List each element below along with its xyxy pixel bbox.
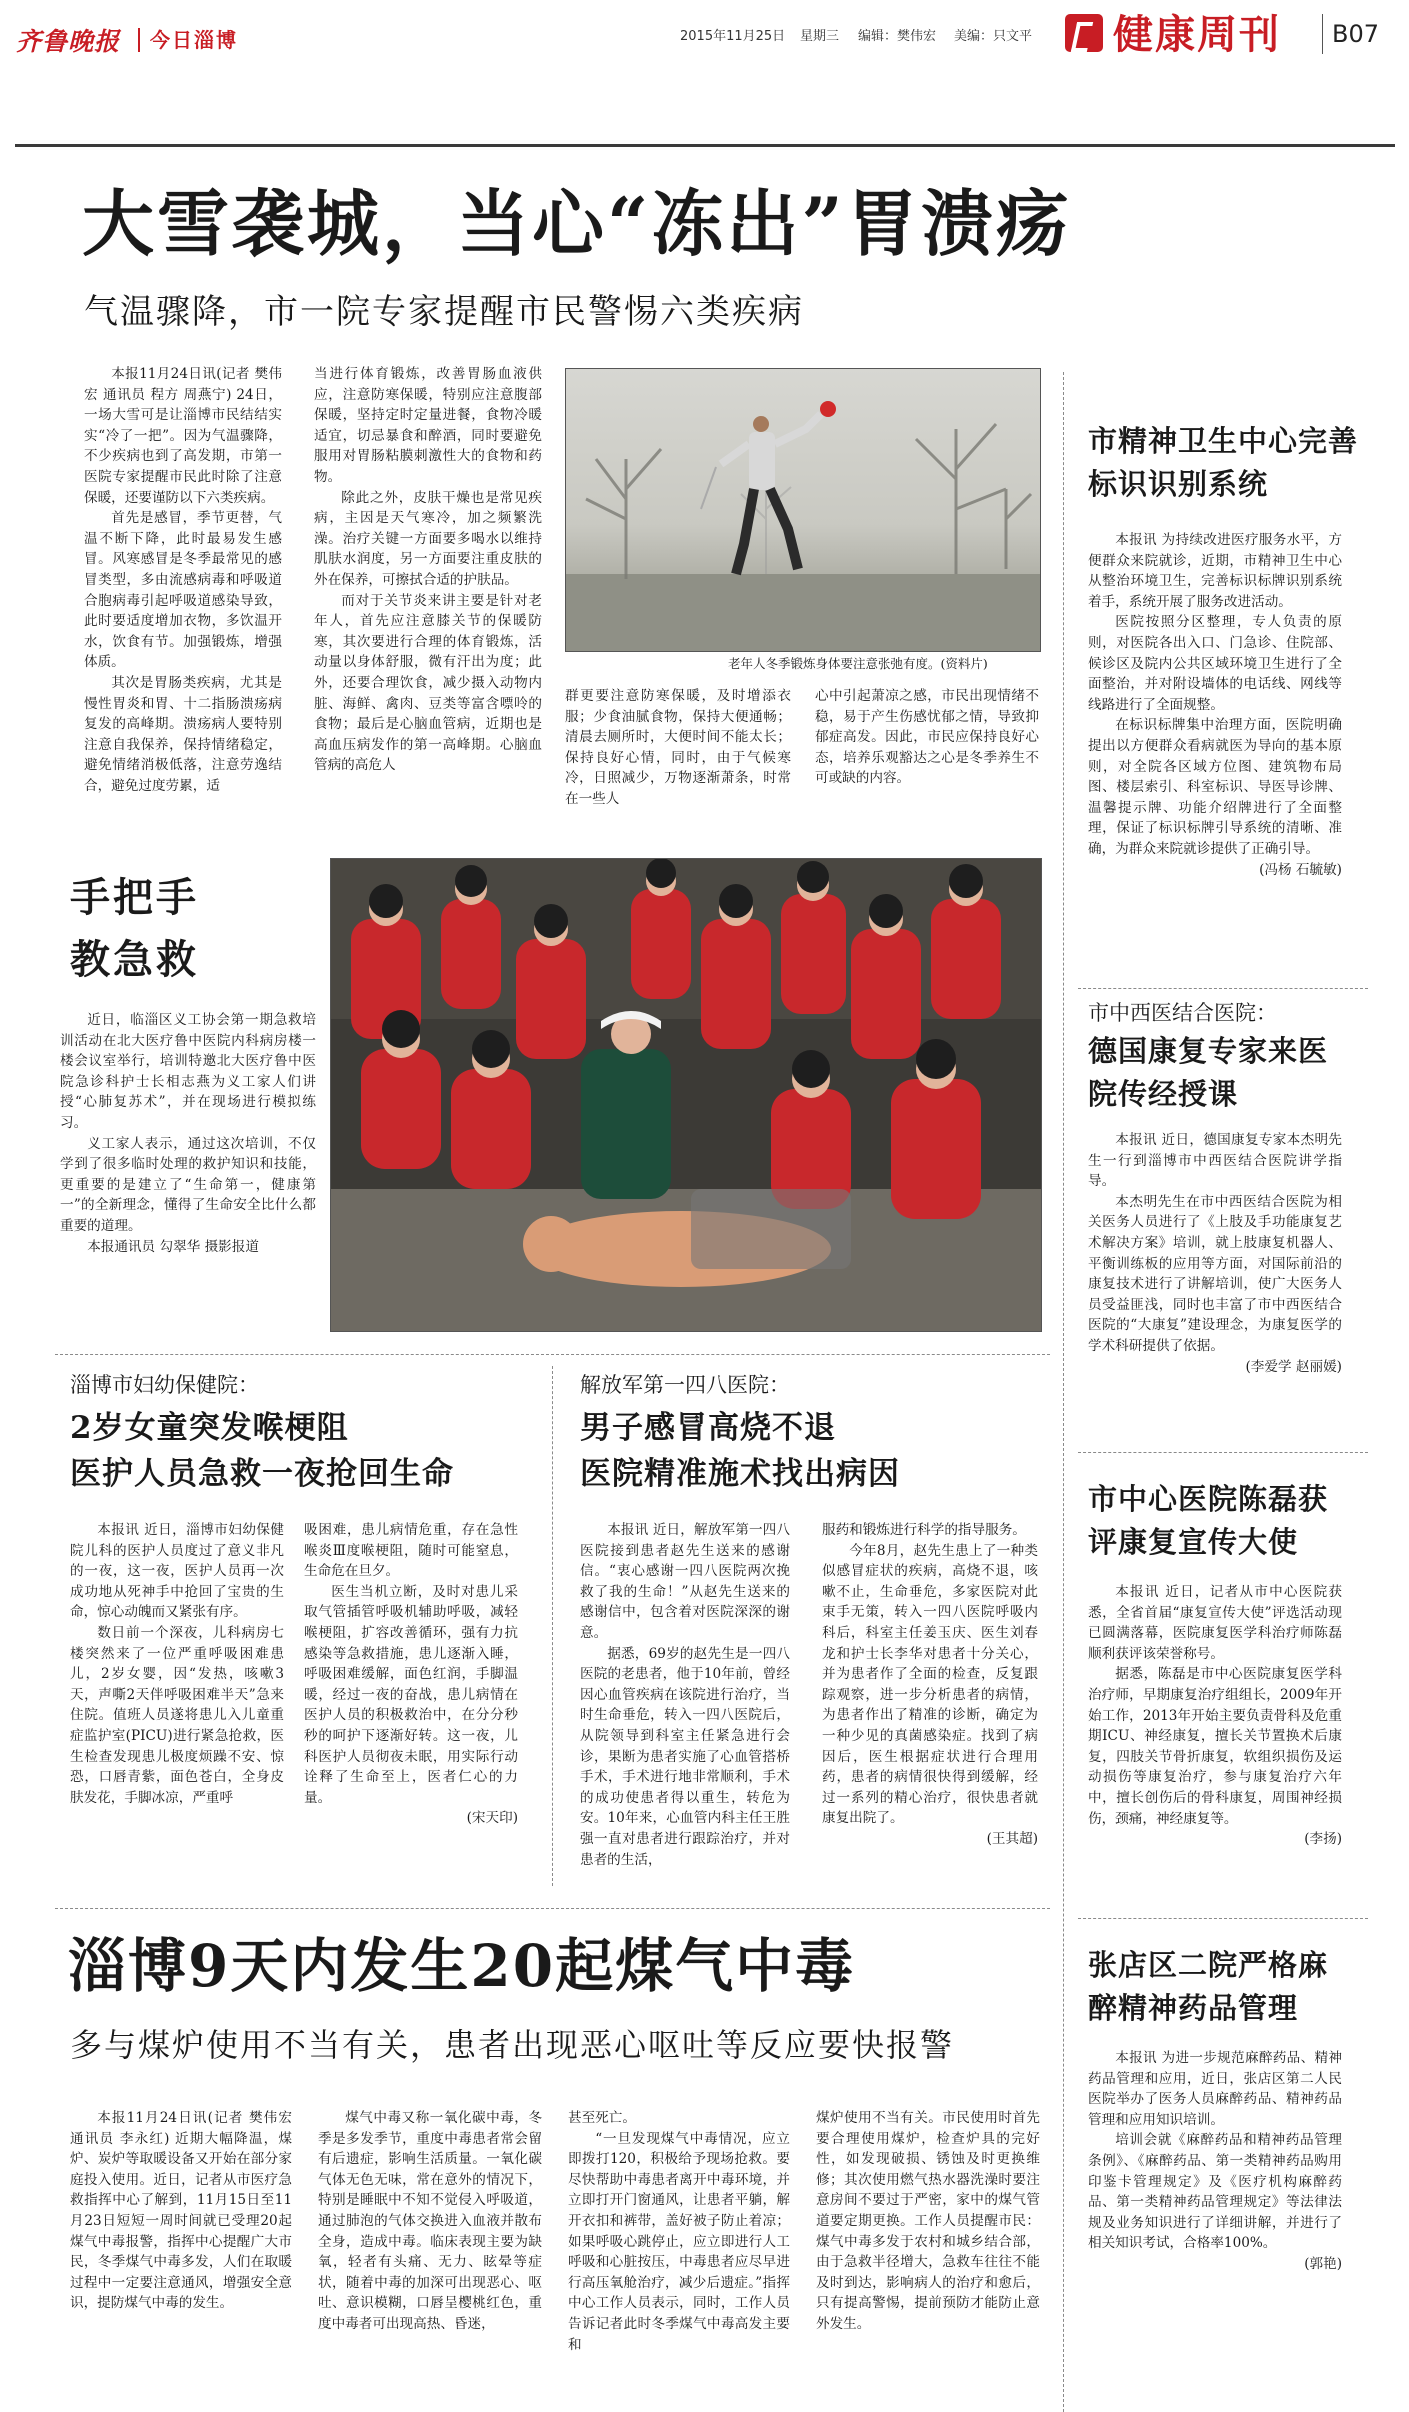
h148-title-line2: 医院精准施术找出病因 — [580, 1456, 900, 1492]
sidebar2-title: 德国康复专家来医院传经授课 — [1088, 1034, 1329, 1111]
gas-paragraph: 本报11月24日讯(记者 樊伟宏 通讯员 李永红) 近期大幅降温，煤炉、炭炉等取暖设备又开始在部分家庭投入使用。近日，记者从市医疗急救指挥中心了解到，11月15日至11月23日短短一周时间就已受理20起煤气中毒报警，指挥中心提醒广大市民，冬季煤气中毒多发，人们在取暖过程中一定要注意通风，增强安全意识，提防煤气中毒的发生。 — [70, 2110, 292, 2312]
sidebar-separator — [1078, 1918, 1368, 1919]
sidebar1-credit: (冯杨 石毓敏) — [1259, 861, 1342, 878]
gas-subheadline: 多与煤炉使用不当有关，患者出现恶心呕吐等反应要快报警 — [70, 2026, 955, 2064]
lead-column-1 — [84, 364, 282, 796]
fuyou-kicker: 淄博市妇幼保健院： — [70, 1373, 259, 1397]
firstaid-title-line2: 教急救 — [70, 936, 199, 983]
gas-paragraph: 甚至死亡。 — [568, 2110, 636, 2126]
sidebar3-body — [1088, 1582, 1342, 1850]
firstaid-paragraph: 义工家人表示，通过这次培训，不仅学到了很多临时处理的救护知识和技能，更重要的是建立了“生命第一，健康第一”的全新理念，懂得了生命安全比什么都重要的道理。 — [60, 1135, 316, 1234]
h148-paragraph: 服药和锻炼进行科学的指导服务。 — [822, 1522, 1026, 1538]
sidebar4-paragraph: 培训会就《麻醉药品和精神药品管理条例》、《麻醉药品、第一类精神药品购用印鉴卡管理规定》及《医疗机构麻醉药品、第一类精神药品管理规定》等法律法规及业务知识进行了详细讲解，并进行了相关知识考试，合格率100%。 — [1088, 2132, 1342, 2252]
sidebar4-title: 张店区二院严格麻醉精神药品管理 — [1088, 1948, 1329, 2025]
h148-title-line1: 男子感冒高烧不退 — [580, 1410, 836, 1446]
fuyou-title-line2: 医护人员急救一夜抢回生命 — [70, 1456, 454, 1492]
lead-column-4 — [815, 686, 1039, 789]
firstaid-title-line1: 手把手 — [70, 874, 199, 921]
gas-column-1 — [70, 2108, 292, 2314]
gas-paragraph: 煤气中毒又称一氧化碳中毒，冬季是多发季节，重度中毒患者常会留有后遗症，影响生活质量。一氧化碳气体无色无味，常在意外的情况下，特别是睡眠中不知不觉侵入呼吸道，通过肺泡的气体交换进入血液并散布全身，造成中毒。临床表现主要为缺氧，轻者有头痛、无力、眩晕等症状，随着中毒的加深可出现恶心、呕吐、意识模糊，口唇呈樱桃红色，重度中毒者可出现高热、昏迷， — [318, 2110, 542, 2332]
lead-paragraph: 当进行体育锻炼，改善胃肠血液供应，注意防寒保暖，特别应注意腹部保暖，坚持定时定量进餐，食物冷暖适宜，切忌暴食和醉酒，同时要避免服用对胃肠粘膜刺激性大的食物和药物。 — [314, 366, 542, 485]
paper-logo: 齐鲁晚报 — [16, 27, 121, 56]
sidebar2-credit: (李爱学 赵丽媛) — [1245, 1358, 1342, 1375]
section-logo-icon — [1065, 14, 1103, 52]
fuyou-title-line1: 2岁女童突发喉梗阻 — [70, 1410, 349, 1446]
lead-photo — [565, 368, 1041, 652]
sidebar2-paragraph: 本杰明先生在市中西医结合医院为相关医务人员进行了《上肢及手功能康复艺术解决方案》培训，就上肢康复机器人、平衡训练板的应用等方面，对国际前沿的康复技术进行了讲解培训，使广大医务人员受益匪浅，同时也丰富了市中西医结合医院的“大康复”建设理念，为康复医学的学术科研提供了依据。 — [1088, 1193, 1342, 1354]
lead-paragraph: 其次是胃肠类疾病，尤其是慢性胃炎和胃、十二指肠溃疡病复发的高峰期。溃疡病人要特别注意自我保养，保持情绪稳定，避免情绪消极低落，注意劳逸结合，避免过度劳累，适 — [84, 674, 282, 794]
sidebar-separator — [1078, 1452, 1368, 1453]
section-title: 健康周刊 — [1113, 12, 1281, 58]
issue-weekday: 星期三 — [800, 29, 840, 44]
lead-paragraph: 除此之外，皮肤干燥也是常见疾病，主因是天气寒冷，加之频繁洗澡。治疗关键一方面要多喝水以维持肌肤水润度，另一方面要注重皮肤的外在保养，可擦拭合适的护肤品。 — [314, 489, 542, 588]
sidebar2-body — [1088, 1130, 1342, 1377]
edition-label: 今日淄博 — [150, 28, 238, 52]
firstaid-photo — [330, 858, 1042, 1332]
gas-column-3 — [568, 2108, 790, 2355]
sidebar1-paragraph: 在标识标牌集中治理方面，医院明确提出以方便群众看病就医为导向的基本原则，对全院各区域方位图、建筑物布局图、楼层索引、科室标识、导医导诊牌、温馨提示牌、功能介绍牌进行了全面整理，保证了标识标牌引导系统的清晰、准确，为群众来院就诊提供了正确引导。 — [1088, 717, 1342, 857]
sidebar1-body — [1088, 530, 1342, 880]
sidebar4-credit: (郭艳) — [1304, 2255, 1342, 2272]
lead-column-2 — [314, 364, 542, 776]
lead-paragraph: 本报11月24日讯(记者 樊伟宏 通讯员 程方 周燕宁) 24日，一场大雪可是让淄博市民结结实实“冷了一把”。因为气温骤降，不少疾病也到了高发期，市第一医院专家提醒市民此时除了注意保暖，还要谨防以下六类疾病。 — [84, 366, 282, 506]
sidebar1-title: 市精神卫生中心完善标识识别系统 — [1088, 424, 1359, 501]
lead-photo-caption: 老年人冬季锻炼身体要注意张弛有度。(资料片) — [728, 656, 988, 671]
fuyou-column-2 — [304, 1520, 518, 1829]
fuyou-paragraph: 吸困难，患儿病情危重，存在急性喉炎Ⅲ度喉梗阻，随时可能窒息，生命危在旦夕。 — [304, 1522, 518, 1580]
section-separator — [55, 1908, 1050, 1909]
h148-column-2 — [822, 1520, 1038, 1850]
sidebar2-paragraph: 本报讯 近日，德国康复专家本杰明先生一行到淄博市中西医结合医院讲学指导。 — [1088, 1132, 1342, 1190]
gas-paragraph: 煤炉使用不当有关。市民使用时首先要合理使用煤炉，检查炉具的完好性，如发现破损、锈蚀及时更换维修；其次使用燃气热水器洗澡时要注意房间不要过于严密，家中的煤气管道要定期更换。工作人员提醒市民：煤气中毒多发于农村和城乡结合部，由于急救半径增大，急救车往往不能及时到达，影响病人的治疗和愈后，只有提高警惕，提前预防才能防止意外发生。 — [816, 2110, 1040, 2332]
masthead-rule — [15, 144, 1395, 147]
h148-credit: (王其超) — [986, 1830, 1038, 1847]
fuyou-paragraph: 本报讯 近日，淄博市妇幼保健院儿科的医护人员度过了意义非凡的一夜，这一夜，医护人员再一次成功地从死神手中抢回了宝贵的生命，惊心动魄而又紧张有序。 — [70, 1522, 284, 1621]
editor-credit: 编辑：樊伟宏 — [858, 29, 937, 44]
firstaid-body — [60, 1010, 316, 1257]
sidebar3-paragraph: 本报讯 近日，记者从市中心医院获悉，全省首届“康复宣传大使”评选活动现已圆满落幕，医院康复医学科治疗师陈磊顺利获评该荣誉称号。 — [1088, 1584, 1342, 1662]
firstaid-photo-scene — [331, 859, 1041, 1331]
lead-paragraph: 群更要注意防寒保暖，及时增添衣服；少食油腻食物，保持大便通畅；清晨去厕所时，大便时间不能太长；保持良好心情，同时，由于气候寒冷，日照减少，万物逐渐萧条，时常在一些人 — [565, 688, 791, 807]
h148-kicker: 解放军第一四八医院： — [580, 1373, 790, 1397]
h148-paragraph: 据悉，69岁的赵先生是一四八医院的老患者，他于10年前，曾经因心血管疾病在该院进行治疗，当时生命垂危，转入一四八医院后，从院领导到科室主任紧急进行会诊，果断为患者实施了心血管搭桥手术，手术进行地非常顺利，手术的成功使患者得以重生，转危为安。10年来，心血管内科主任王胜强一直对患者进行跟踪治疗，并对患者的生活， — [580, 1645, 790, 1868]
sidebar3-paragraph: 据悉，陈磊是市中心医院康复医学科治疗师，早期康复治疗组组长，2009年开始工作，2013年开始主要负责骨科及危重期ICU、神经康复，擅长关节置换术后康复，四肢关节骨折康复，软组织损伤及运动损伤等康复治疗，参与康复治疗六年中，擅长创伤后的骨科康复，周围神经损伤，颈痛，神经康复等。 — [1088, 1666, 1342, 1827]
fuyou-paragraph: 数日前一个深夜，儿科病房七楼突然来了一位严重呼吸困难患儿，2岁女婴，因“发热，咳嗽3天，声嘶2天伴呼吸困难半天”急来住院。值班人员遂将患儿入儿童重症监护室(PICU)进行紧急抢救，医生检查发现患儿极度烦躁不安、惊恐，口唇青紫，面色苍白，全身皮肤发花，手脚冰凉，严重呼 — [70, 1624, 284, 1806]
gas-headline: 淄博9天内发生20起煤气中毒 — [68, 1932, 856, 2000]
fuyou-column-1 — [70, 1520, 284, 1808]
sidebar-divider — [1063, 372, 1064, 2412]
lead-column-3 — [565, 686, 791, 810]
h148-paragraph: 今年8月，赵先生患上了一种类似感冒症状的疾病，高烧不退，咳嗽不止，生命垂危，多家医院对此束手无策，转入一四八医院呼吸内科后，科室主任姜玉庆、医生刘春龙和护士长李华对患者十分关心，并为患者作了全面的检查，反复跟踪观察，进一步分析患者的病情，为患者作出了精准的诊断，确定为一种少见的真菌感染症。找到了病因后，医生根据症状进行合理用药，患者的病情很快得到缓解，经过一系列的精心治疗，很快患者就康复出院了。 — [822, 1542, 1038, 1827]
sidebar1-paragraph: 本报讯 为持续改进医疗服务水平，方便群众来院就诊，近期，市精神卫生中心从整治环境卫生，完善标识标牌识别系统着手，系统开展了服务改进活动。 — [1088, 532, 1342, 610]
gas-column-2 — [318, 2108, 542, 2335]
lead-paragraph: 心中引起萧凉之感，市民出现情绪不稳，易于产生伤感忧郁之情，导致抑郁症高发。因此，市民应保持良好心态，培养乐观豁达之心是冬季养生不可或缺的内容。 — [815, 688, 1039, 787]
sidebar4-paragraph: 本报讯 为进一步规范麻醉药品、精神药品管理和应用，近日，张店区第二人民医院举办了医务人员麻醉药品、精神药品管理和应用知识培训。 — [1088, 2050, 1342, 2128]
story-divider — [552, 1366, 553, 1886]
sidebar1-paragraph: 医院按照分区整理，专人负责的原则，对医院各出入口、门急诊、住院部、候诊区及院内公共区域环境卫生进行了全面整治，并对附设墙体的电话线、网线等线路进行了全面规整。 — [1088, 614, 1342, 713]
logo-divider — [138, 28, 140, 52]
sidebar3-credit: (李扬) — [1304, 1831, 1342, 1848]
gas-paragraph: “一旦发现煤气中毒情况，应立即拨打120，积极给予现场抢救。要尽快帮助中毒患者离开中毒环境，并立即打开门窗通风，让患者平躺，解开衣扣和裤带，盖好被子防止着凉；如果呼吸心跳停止，应立即进行人工呼吸和心脏按压，中毒患者应尽早进行高压氧舱治疗，减少后遗症。”指挥中心工作人员表示，同时，工作人员告诉记者此时冬季煤气中毒高发主要和 — [568, 2130, 790, 2353]
fuyou-credit: (宋天印) — [466, 1810, 518, 1827]
issue-date: 2015年11月25日 — [680, 29, 786, 44]
lead-photo-scene — [566, 369, 1040, 651]
page-divider — [1322, 14, 1323, 54]
lead-headline: 大雪袭城，当心“冻出”胃溃疡 — [82, 181, 1071, 266]
sidebar-separator — [1078, 988, 1368, 989]
sidebar3-title: 市中心医院陈磊获评康复宣传大使 — [1088, 1482, 1329, 1559]
section-separator — [55, 1354, 1050, 1355]
masthead — [0, 0, 1409, 150]
designer-credit: 美编：只文平 — [954, 29, 1033, 44]
sidebar2-kicker: 市中西医结合医院： — [1088, 1001, 1277, 1025]
lead-subheadline: 气温骤降，市一院专家提醒市民警惕六类疾病 — [84, 292, 804, 332]
h148-paragraph: 本报讯 近日，解放军第一四八医院接到患者赵先生送来的感谢信。“衷心感谢一四八医院两次挽救了我的生命！”从赵先生送来的感谢信中，包含着对医院深深的谢意。 — [580, 1522, 790, 1641]
h148-column-1 — [580, 1520, 790, 1870]
lead-paragraph: 而对于关节炎来讲主要是针对老年人，首先应注意膝关节的保暖防寒，其次要进行合理的体育锻炼，活动量以身体舒服，微有汗出为度；此外，还要合理饮食，减少摄入动物内脏、海鲜、禽肉、豆类等富含嘌呤的食物；最后是心脑血管病，近期也是高血压病发作的第一高峰期。心脑血管病的高危人 — [314, 592, 542, 774]
lead-paragraph: 首先是感冒，季节更替，气温不断下降，此时最易发生感冒。风寒感冒是冬季最常见的感冒类型，多由流感病毒和呼吸道合胞病毒引起呼吸道感染导致，此时要适度增加衣物，多饮温开水，饮食有节。加强锻炼，增强体质。 — [84, 510, 282, 671]
fuyou-paragraph: 医生当机立断，及时对患儿采取气管插管呼吸机辅助呼吸，减轻喉梗阻，扩容改善循环，强有力抗感染等急救措施，患儿逐渐入睡，呼吸困难缓解，面色红润，手脚温暖，经过一夜的奋战，患儿病情在医护人员的积极救治中，在分分秒秒的呵护下逐渐好转。这一夜，儿科医护人员彻夜未眠，用实际行动诠释了生命至上，医者仁心的力量。 — [304, 1583, 518, 1806]
firstaid-credit: 本报通讯员 勾翠华 摄影报道 — [87, 1238, 259, 1255]
firstaid-paragraph: 近日，临淄区义工协会第一期急救培训活动在北大医疗鲁中医院内科病房楼一楼会议室举行，培训特邀北大医疗鲁中医院急诊科护士长相志燕为义工家人们讲授“心肺复苏术”，并在现场进行模拟练习。 — [60, 1012, 316, 1131]
gas-column-4 — [816, 2108, 1040, 2335]
sidebar4-body — [1088, 2048, 1342, 2275]
page-number: B07 — [1332, 20, 1380, 48]
